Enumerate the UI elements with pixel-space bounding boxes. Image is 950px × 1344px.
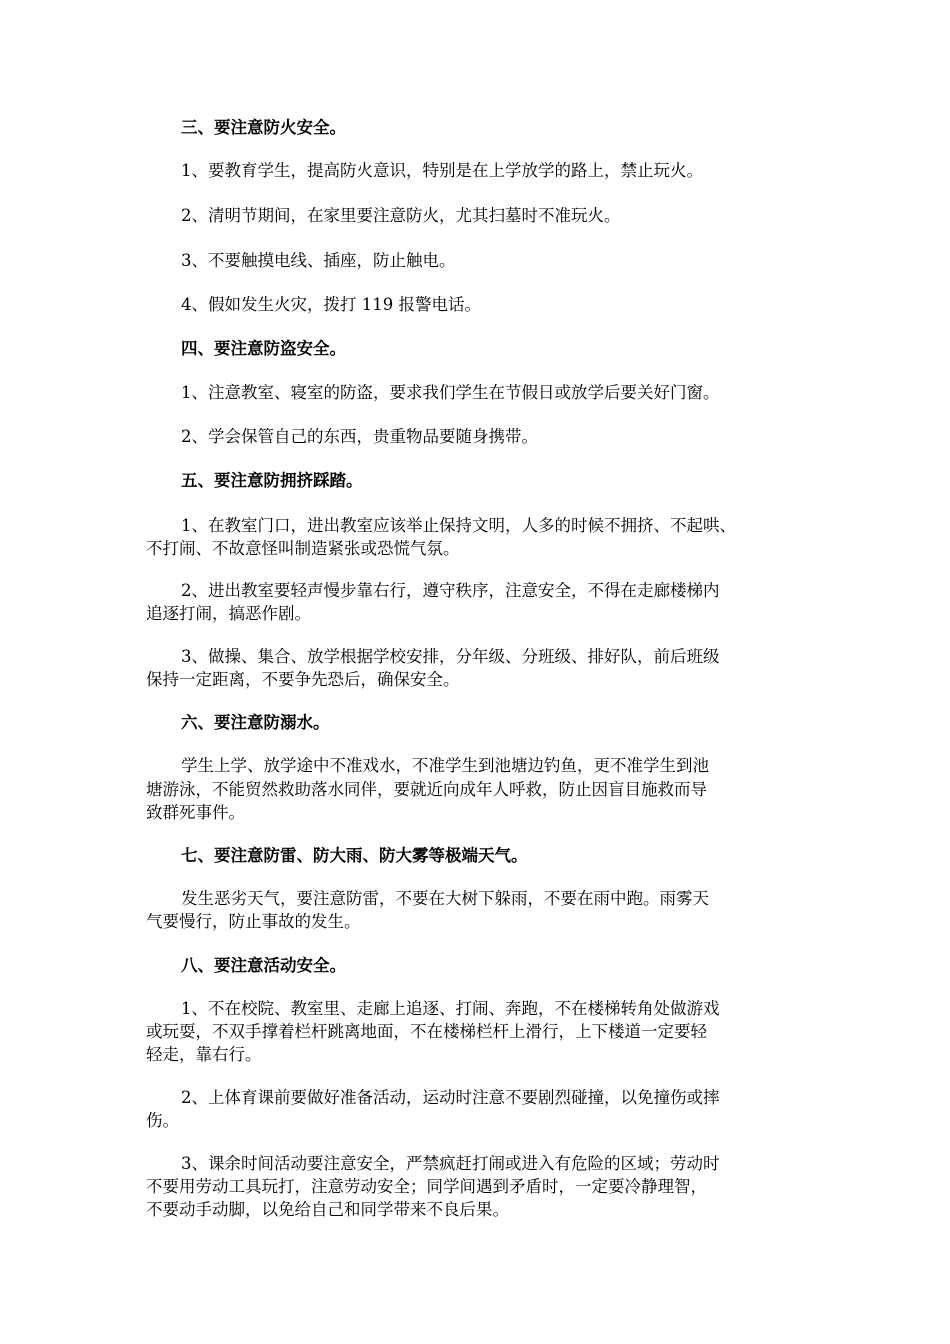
paragraph-line: 2、上体育课前要做好准备活动，运动时注意不要剧烈碰撞，以免撞伤或摔 (181, 1088, 720, 1107)
paragraph-line: 1、不在校院、教室里、走廊上追逐、打闹、奔跑，不在楼梯转角处做游戏 (181, 999, 720, 1018)
paragraph-line: 或玩耍，不双手撑着栏杆跳离地面，不在楼梯栏杆上滑行，上下楼道一定要轻 (146, 1022, 707, 1041)
section-heading: 六、要注意防溺水。 (181, 713, 330, 732)
paragraph-line: 不要动手动脚，以免给自己和同学带来不良后果。 (146, 1200, 509, 1219)
paragraph-line: 2、进出教室要轻声慢步靠右行，遵守秩序，注意安全，不得在走廊楼梯内 (181, 581, 720, 600)
paragraph-line: 1、在教室门口，进出教室应该举止保持文明，人多的时候不拥挤、不起哄、 (181, 516, 736, 535)
paragraph-line: 1、要教育学生，提高防火意识，特别是在上学放学的路上，禁止玩火。 (181, 161, 703, 180)
paragraph-line: 3、做操、集合、放学根据学校安排，分年级、分班级、排好队，前后班级 (181, 647, 720, 666)
paragraph-line: 2、清明节期间，在家里要注意防火，尤其扫墓时不准玩火。 (181, 206, 621, 225)
paragraph-line: 塘游泳，不能贸然救助落水同伴，要就近向成年人呼救，防止因盲目施救而导 (146, 780, 707, 799)
paragraph-line: 不要用劳动工具玩打，注意劳动安全；同学间遇到矛盾时，一定要冷静理智， (146, 1177, 707, 1196)
paragraph-line: 气要慢行，防止事故的发生。 (146, 912, 361, 931)
section-heading: 四、要注意防盗安全。 (181, 339, 346, 358)
section-heading: 七、要注意防雷、防大雨、防大雾等极端天气。 (181, 846, 528, 865)
paragraph-line: 4、假如发生火灾，拨打 119 报警电话。 (181, 295, 481, 314)
section-heading: 八、要注意活动安全。 (181, 956, 346, 975)
paragraph-line: 伤。 (146, 1111, 179, 1130)
paragraph-line: 学生上学、放学途中不准戏水，不准学生到池塘边钓鱼，更不准学生到池 (181, 756, 709, 775)
section-heading: 三、要注意防火安全。 (181, 118, 346, 137)
paragraph-line: 不打闹、不故意怪叫制造紧张或恐慌气氛。 (146, 539, 460, 558)
paragraph-line: 3、不要触摸电线、插座，防止触电。 (181, 251, 456, 270)
paragraph-line: 致群死事件。 (146, 803, 245, 822)
paragraph-line: 发生恶劣天气，要注意防雷，不要在大树下躲雨，不要在雨中跑。雨雾天 (181, 889, 709, 908)
paragraph-line: 3、课余时间活动要注意安全，严禁疯赶打闹或进入有危险的区域；劳动时 (181, 1154, 720, 1173)
paragraph-line: 追逐打闹，搞恶作剧。 (146, 604, 311, 623)
paragraph-line: 2、学会保管自己的东西，贵重物品要随身携带。 (181, 427, 538, 446)
paragraph-line: 1、注意教室、寝室的防盗，要求我们学生在节假日或放学后要关好门窗。 (181, 383, 720, 402)
paragraph-line: 轻走，靠右行。 (146, 1045, 262, 1064)
paragraph-line: 保持一定距离，不要争先恐后，确保安全。 (146, 670, 460, 689)
section-heading: 五、要注意防拥挤踩踏。 (181, 471, 363, 490)
